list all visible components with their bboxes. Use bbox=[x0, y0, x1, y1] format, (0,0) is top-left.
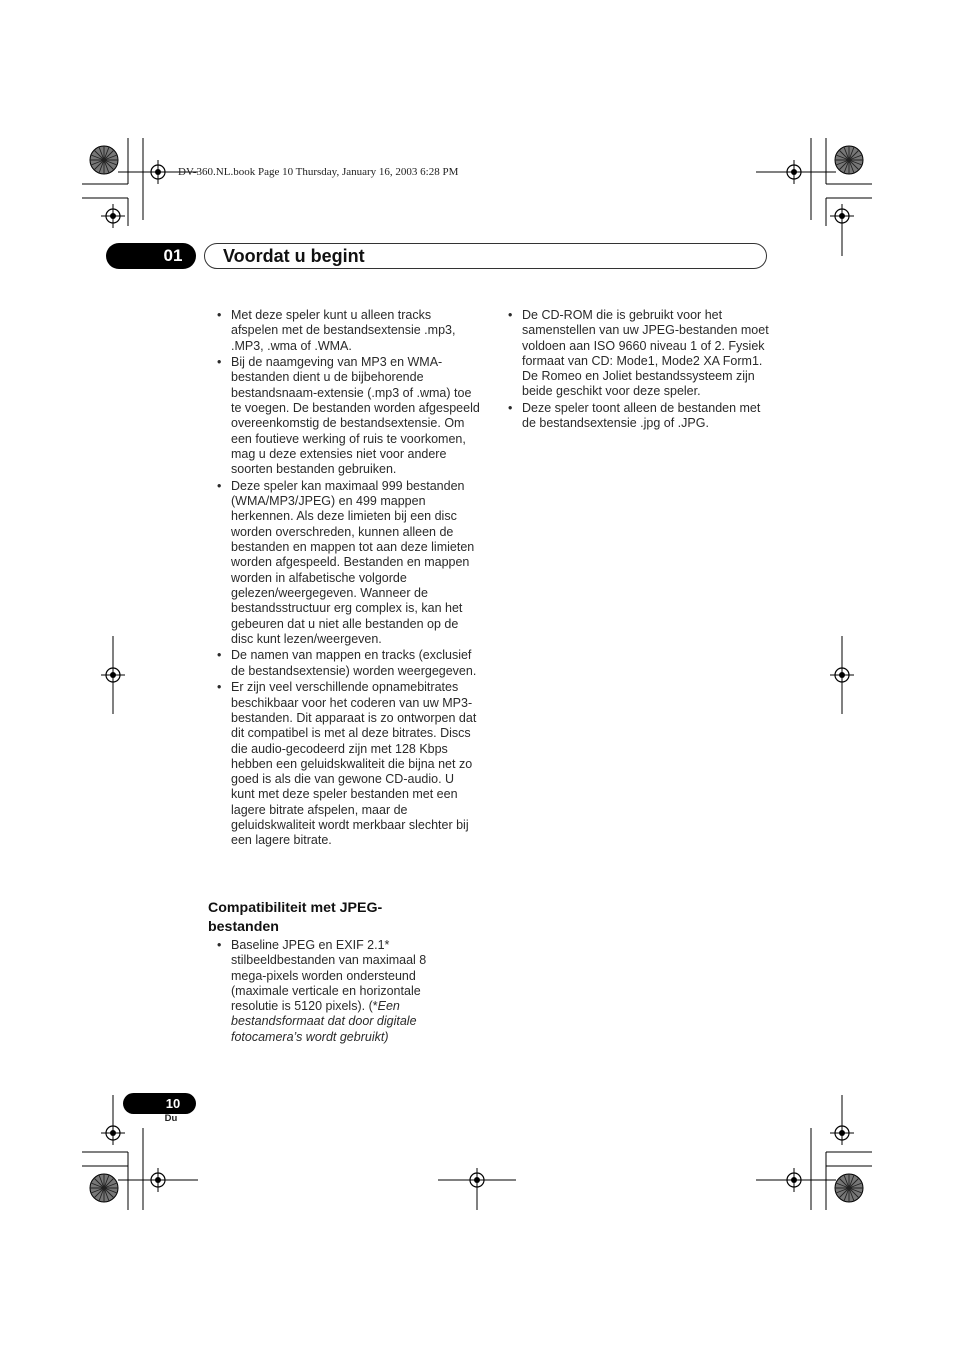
print-header-line: DV-360.NL.book Page 10 Thursday, January 16, 2003 6:28 PM bbox=[178, 166, 459, 178]
jpeg-list bbox=[208, 938, 448, 1046]
list-item: • Deze speler kan maximaal 999 bestanden (WMA/MP3/JPEG) en 499 mappen herkennen. Als deze limieten bij een disc worden overschreden, kunnen alleen de bestanden en mappen tot aan deze limieten worden afgespeeld. Bestanden en mappen worden in alfabetische volgorde gelezen/weergegeven. Wanneer de bestandsstructuur erg complex is, kan het gebeuren dat u niet alle bestanden op de disc kunt lezen/weergeven. bbox=[217, 478, 475, 646]
list-item: • De namen van mappen en tracks (exclusief de bestandsextensie) worden weergegeven. bbox=[217, 648, 477, 678]
list-item: • Er zijn veel verschillende opnamebitrates beschikbaar voor het coderen van uw MP3-bestanden. Dit apparaat is zo ontworpen dat dit compatibel is met al deze bitrates. Discs die audio-gecodeerd zijn met 128 Kbps hebben een geluidskwaliteit die bijna net zo goed is als die van gewone CD-audio. U kunt met deze speler bestanden met een lagere bitrate afspelen, maar de geluidskwaliteit wordt merkbaar slechter bij een lagere bitrate. bbox=[217, 680, 477, 848]
bullet: • bbox=[217, 308, 222, 322]
bullet: • bbox=[217, 478, 222, 493]
bullet: • bbox=[217, 680, 222, 695]
page-number: 10 bbox=[165, 1096, 181, 1111]
right-column-list bbox=[499, 308, 771, 433]
chapter-title: Voordat u begint bbox=[223, 246, 365, 266]
bullet: • bbox=[217, 938, 222, 952]
section-heading: Compatibiliteit met JPEG-bestanden bbox=[208, 900, 383, 935]
list-item: • Deze speler toont alleen de bestanden met de bestandsextensie .jpg of .JPG. bbox=[508, 401, 761, 431]
list-item: • De CD-ROM die is gebruikt voor het samenstellen van uw JPEG-bestanden moet voldoen aan ISO 9660 niveau 1 of 2. Fysiek formaat van CD: Mode1, Mode2 XA Form1. De Romeo en Joliet bestandssysteem zijn beide geschikt voor deze speler. bbox=[508, 308, 769, 399]
list-item: • Baseline JPEG en EXIF 2.1* stilbeeldbestanden van maximaal 8 mega-pixels worden ondersteund (maximale verticale en horizontale resolutie is 5120 pixels). (*Een bestandsformaat dat door digitale fotocamera’s wordt gebruikt) bbox=[217, 938, 427, 1044]
bullet: • bbox=[508, 401, 513, 416]
chapter-number: 01 bbox=[163, 246, 183, 265]
bullet: • bbox=[508, 308, 513, 322]
list-item: • Met deze speler kunt u alleen tracks afspelen met de bestandsextensie .mp3, .MP3, .wma of .WMA. bbox=[217, 308, 456, 353]
left-column-list bbox=[208, 308, 480, 850]
bullet: • bbox=[217, 648, 222, 663]
bullet: • bbox=[217, 355, 222, 370]
page-language: Du bbox=[164, 1113, 178, 1124]
list-item: • Bij de naamgeving van MP3 en WMA-bestanden dient u de bijbehorende bestandsnaam-extensie (.mp3 of .wma) toe te voegen. De bestanden worden afgespeeld overeenkomstig de bestandsextensie. Om een foutieve werking of ruis te voorkomen, mag u deze extensies niet voor andere soorten bestanden gebruiken. bbox=[217, 355, 480, 477]
italic-note: Een bestandsformaat dat door digitale fotocamera’s wordt gebruikt) bbox=[231, 999, 417, 1044]
